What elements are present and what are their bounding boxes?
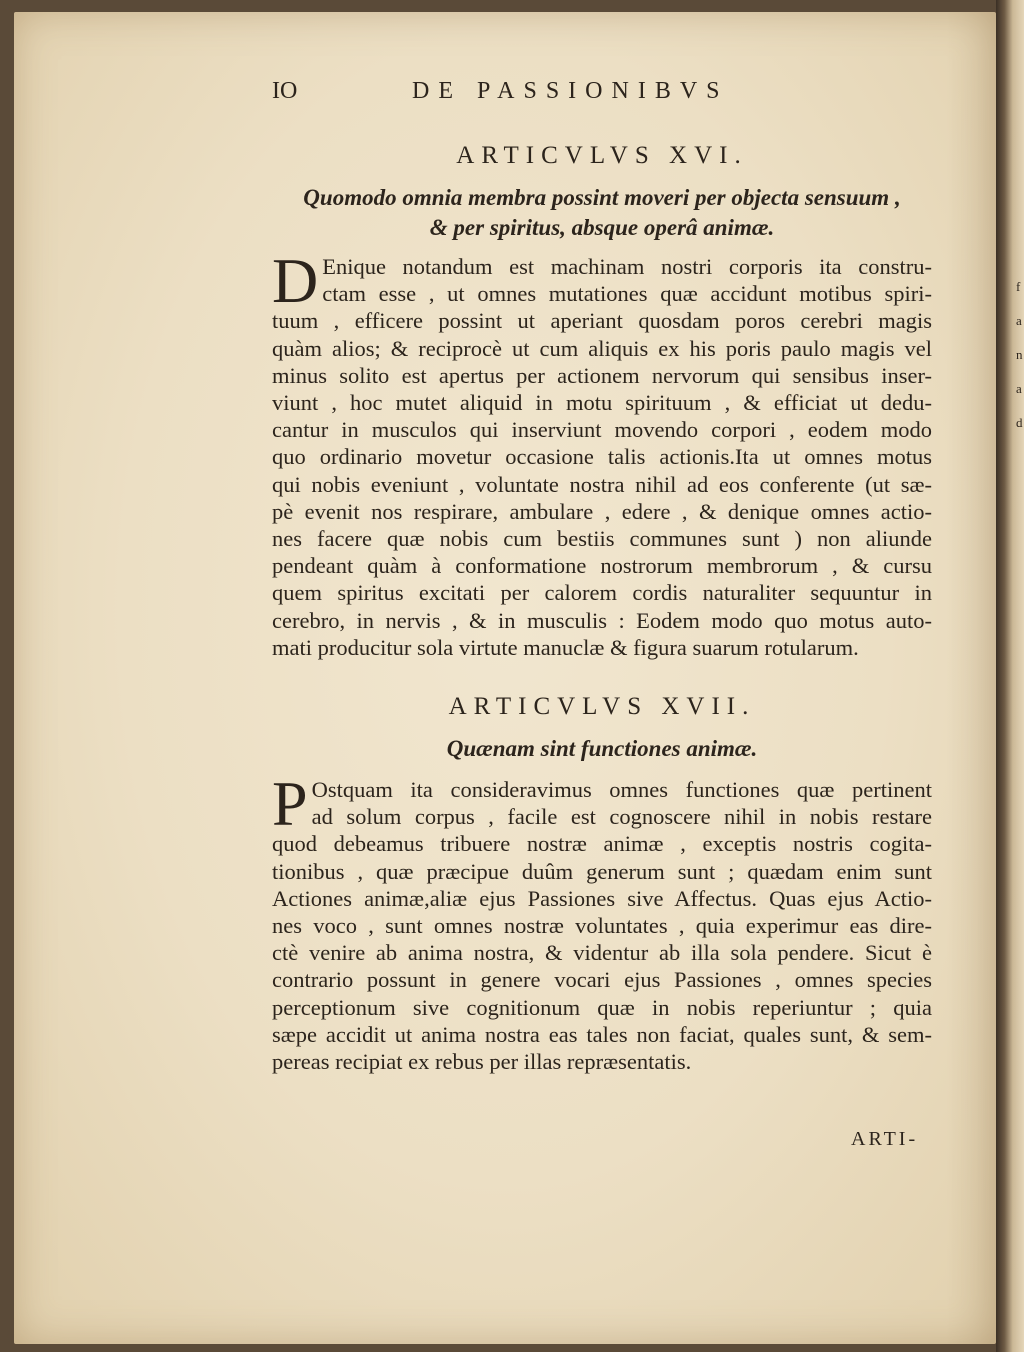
text-line: quàm alios; & reciprocè ut cum aliquis ex his poris paulo magis vel [272, 335, 932, 361]
article-subtitle [272, 734, 932, 764]
catchword: ARTI- [851, 1128, 919, 1150]
page-number: IO [272, 78, 298, 104]
subtitle-line: & per spiritus, absque operâ animæ. [429, 215, 775, 240]
text-line: cerebro, in nervis , & in musculis : Eodem modo quo motus auto- [272, 607, 932, 633]
text-line: nes voco , sunt omnes nostræ voluntates , quia experimur eas dire- [272, 913, 932, 939]
facing-page-edge: f a n a d [1016, 279, 1023, 430]
text-line: ctam esse , ut omnes mutationes quæ accidunt motibus spiri- [322, 281, 932, 307]
text-line: sæpe accidit ut anima nostra eas tales non faciat, quales sunt, & sem- [272, 1021, 932, 1047]
text-line: viunt , hoc mutet aliquid in motu spirituum , & efficiat ut dedu- [272, 390, 932, 416]
article-heading: ARTICVLVS XVII. [448, 693, 756, 720]
text-line: minus solito est apertus per actionem nervorum qui sensibus inser- [272, 362, 932, 388]
text-line: tionibus , quæ præcipue duûm generum sunt ; quædam enim sunt [272, 858, 932, 884]
book-gutter [996, 0, 1024, 1352]
text-line: contrario possunt in genere vocari ejus Passiones , omnes species [272, 967, 932, 993]
article-heading: ARTICVLVS XVI. [456, 142, 748, 169]
text-line: quem spiritus excitati per calorem cordis naturaliter sequuntur in [272, 580, 932, 606]
text-line: nes facere quæ nobis cum bestiis communes sunt ) non aliunde [272, 526, 932, 552]
text-line: Actiones animæ,aliæ ejus Passiones sive Affectus. Quas ejus Actio- [272, 885, 932, 911]
text-line: Ostquam ita consideravimus omnes functiones quæ pertinent [311, 777, 932, 802]
text-line: qui nobis eveniunt , voluntate nostra nihil ad eos conferente (ut sæ- [272, 471, 932, 497]
article-subtitle [272, 183, 932, 243]
text-line: cantur in musculos qui inserviunt movendo corpori , eodem modo [272, 417, 932, 443]
subtitle-line: Quænam sint functiones animæ. [446, 736, 758, 761]
running-header [272, 78, 932, 108]
text-line: ad solum corpus , facile est cognoscere nihil in nobis restare [311, 804, 932, 830]
text-line: mati producitur sola virtute manuclæ & figura suarum rotularum. [272, 634, 859, 660]
text-line: tuum , efficere possint ut aperiant quosdam poros cerebri magis [272, 308, 932, 334]
text-line: ctè venire ab anima nostra, & videntur ab illa sola pendere. Sicut è [272, 940, 932, 966]
drop-cap: P [272, 768, 308, 839]
text-line: pendeant quàm à conformatione nostrorum membrorum , & cursu [272, 553, 932, 579]
running-title: DE PASSIONIBVS [412, 78, 729, 104]
text-line: Enique notandum est machinam nostri corporis ita constru- [322, 254, 932, 279]
text-line: pè evenit nos respirare, ambulare , edere , & denique omnes actio- [272, 498, 932, 524]
article-paragraph [272, 768, 932, 1075]
text-line: pereas recipiat ex rebus per illas repræsentatis. [272, 1049, 692, 1075]
text-line: perceptionum sive cognitionum quæ in nobis reperiuntur ; quia [272, 994, 932, 1020]
subtitle-line: Quomodo omnia membra possint moveri per objecta sensuum , [303, 185, 901, 210]
text-line: quod debeamus tribuere nostræ animæ , exceptis nostris cogita- [272, 831, 932, 857]
article-paragraph [272, 245, 932, 661]
drop-cap: D [272, 245, 319, 316]
text-line: quo ordinario movetur occasione talis actionis.Ita ut omnes motus [272, 444, 932, 470]
